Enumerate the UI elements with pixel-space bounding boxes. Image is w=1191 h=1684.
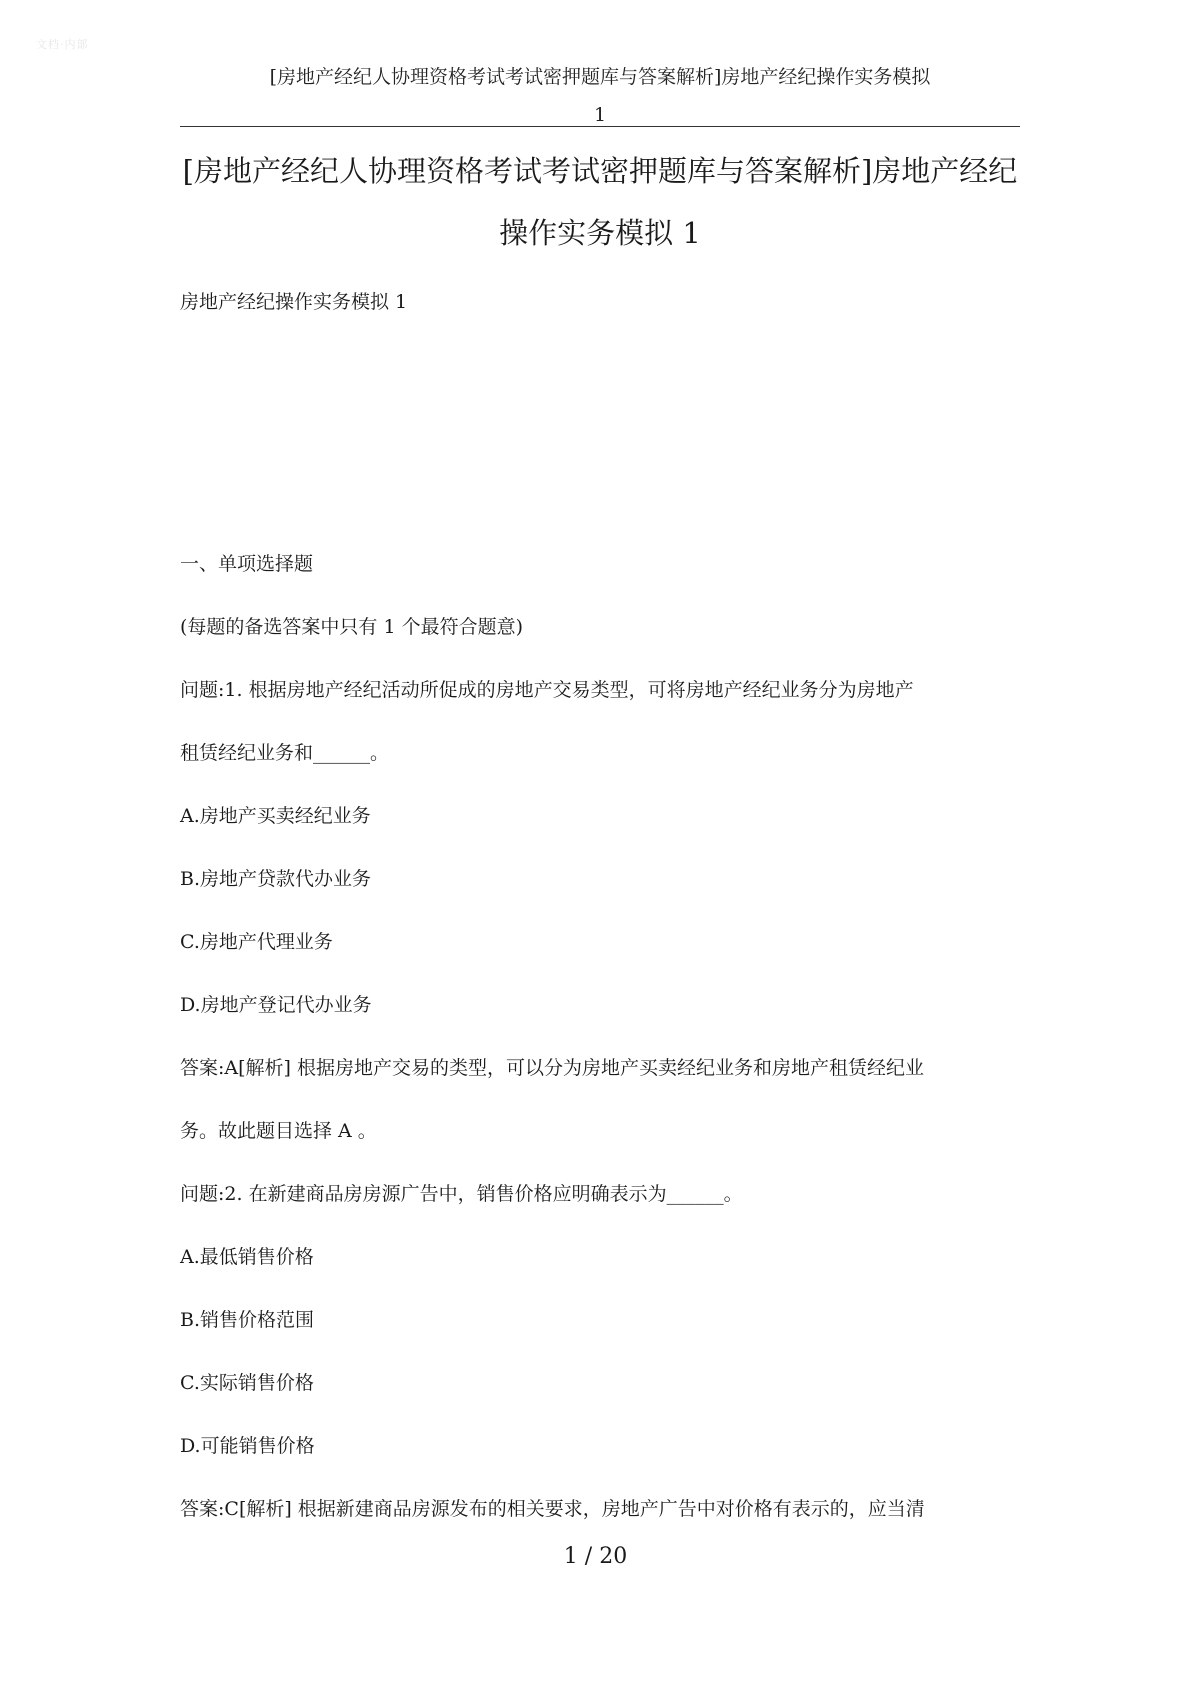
header-divider	[180, 126, 1020, 127]
question-1-option-d: D.房地产登记代办业务	[180, 994, 372, 1016]
running-header	[180, 58, 1020, 134]
running-header-line-2: 1	[593, 104, 607, 126]
question-2-text: 问题:2. 在新建商品房房源广告中，销售价格应明确表示为______。	[180, 1183, 743, 1205]
page-number: 1 / 20	[563, 1544, 628, 1569]
question-1-option-c: C.房地产代理业务	[180, 931, 333, 953]
question-1-option-a: A.房地产买卖经纪业务	[180, 805, 371, 827]
document-subtitle: 房地产经纪操作实务模拟 1	[180, 291, 408, 313]
document-title-line-1: [房地产经纪人协理资格考试考试密押题库与答案解析]房地产经纪	[182, 154, 1018, 188]
question-2-option-c: C.实际销售价格	[180, 1372, 314, 1394]
question-1-text-line-1: 问题:1. 根据房地产经纪活动所促成的房地产交易类型，可将房地产经纪业务分为房地产	[180, 679, 914, 701]
section-instruction: (每题的备选答案中只有 1 个最符合题意)	[180, 616, 523, 638]
document-title	[180, 140, 1020, 264]
document-body	[180, 533, 1020, 1541]
running-header-line-1: [房地产经纪人协理资格考试考试密押题库与答案解析]房地产经纪操作实务模拟	[269, 66, 931, 88]
corner-watermark: 文档·内部	[36, 38, 89, 51]
document-title-line-2: 操作实务模拟 1	[499, 216, 701, 250]
question-2-option-b: B.销售价格范围	[180, 1309, 315, 1331]
question-1-answer-line-1: 答案:A[解析] 根据房地产交易的类型，可以分为房地产买卖经纪业务和房地产租赁经纪业	[180, 1057, 924, 1079]
question-1-answer-line-2: 务。故此题目选择 A 。	[180, 1120, 377, 1142]
question-1-text-line-2: 租赁经纪业务和______。	[180, 742, 390, 764]
question-2-option-a: A.最低销售价格	[180, 1246, 314, 1268]
question-2-answer-line-1: 答案:C[解析] 根据新建商品房源发布的相关要求，房地产广告中对价格有表示的，应当清	[180, 1498, 925, 1520]
question-2-option-d: D.可能销售价格	[180, 1435, 315, 1457]
section-heading: 一、单项选择题	[180, 553, 314, 575]
question-1-option-b: B.房地产贷款代办业务	[180, 868, 372, 890]
